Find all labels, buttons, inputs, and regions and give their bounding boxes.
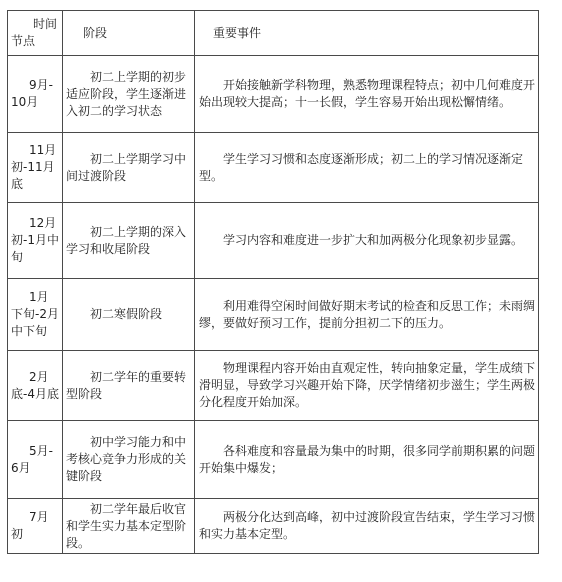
schedule-table — [7, 10, 539, 554]
table-row — [8, 133, 539, 203]
time-cell: 7月初 — [8, 499, 63, 554]
header-stage-cell: 阶段 — [63, 11, 195, 56]
event-cell: 开始接触新学科物理，熟悉物理课程特点；初中几何难度开始出现较大提高；十一长假，学生容易开始出现松懈情绪。 — [195, 56, 539, 133]
stage-cell: 初二上学期学习中间过渡阶段 — [63, 133, 195, 203]
table-header-row — [8, 11, 539, 56]
header-time-line1: 时间 — [33, 17, 58, 31]
stage-cell: 初二寒假阶段 — [63, 279, 195, 351]
header-time-cell — [8, 11, 63, 56]
stage-cell: 初二学年的重要转型阶段 — [63, 351, 195, 421]
table-row — [8, 351, 539, 421]
event-cell: 利用难得空闲时间做好期末考试的检查和反思工作；未雨绸缪，要做好预习工作，提前分担初二下的压力。 — [195, 279, 539, 351]
time-cell: 9月-10月 — [8, 56, 63, 133]
time-cell: 11月初-11月底 — [8, 133, 63, 203]
stage-cell: 初二上学期的深入学习和收尾阶段 — [63, 203, 195, 279]
time-cell: 1月下旬-2月中下旬 — [8, 279, 63, 351]
stage-cell: 初二学年最后收官和学生实力基本定型阶段。 — [63, 499, 195, 554]
time-cell: 2月底-4月底 — [8, 351, 63, 421]
event-cell: 各科难度和容量最为集中的时期，很多同学前期积累的问题开始集中爆发； — [195, 421, 539, 499]
time-cell: 5月-6月 — [8, 421, 63, 499]
table-row — [8, 279, 539, 351]
time-cell: 12月初-1月中旬 — [8, 203, 63, 279]
event-cell: 物理课程内容开始由直观定性，转向抽象定量，学生成绩下滑明显，导致学习兴趣开始下降，厌学情绪初步滋生；学生两极分化程度开始加深。 — [195, 351, 539, 421]
table-row — [8, 421, 539, 499]
event-cell: 两极分化达到高峰，初中过渡阶段宣告结束，学生学习习惯和实力基本定型。 — [195, 499, 539, 554]
table-row — [8, 56, 539, 133]
event-cell: 学生学习习惯和态度逐渐形成；初二上的学习情况逐渐定型。 — [195, 133, 539, 203]
table-row — [8, 499, 539, 554]
stage-cell: 初中学习能力和中考核心竞争力形成的关键阶段 — [63, 421, 195, 499]
table-row — [8, 203, 539, 279]
header-event-cell: 重要事件 — [195, 11, 539, 56]
header-time-line2: 节点 — [11, 34, 36, 48]
stage-cell: 初二上学期的初步适应阶段，学生逐渐进入初二的学习状态 — [63, 56, 195, 133]
event-cell: 学习内容和难度进一步扩大和加两极分化现象初步显露。 — [195, 203, 539, 279]
